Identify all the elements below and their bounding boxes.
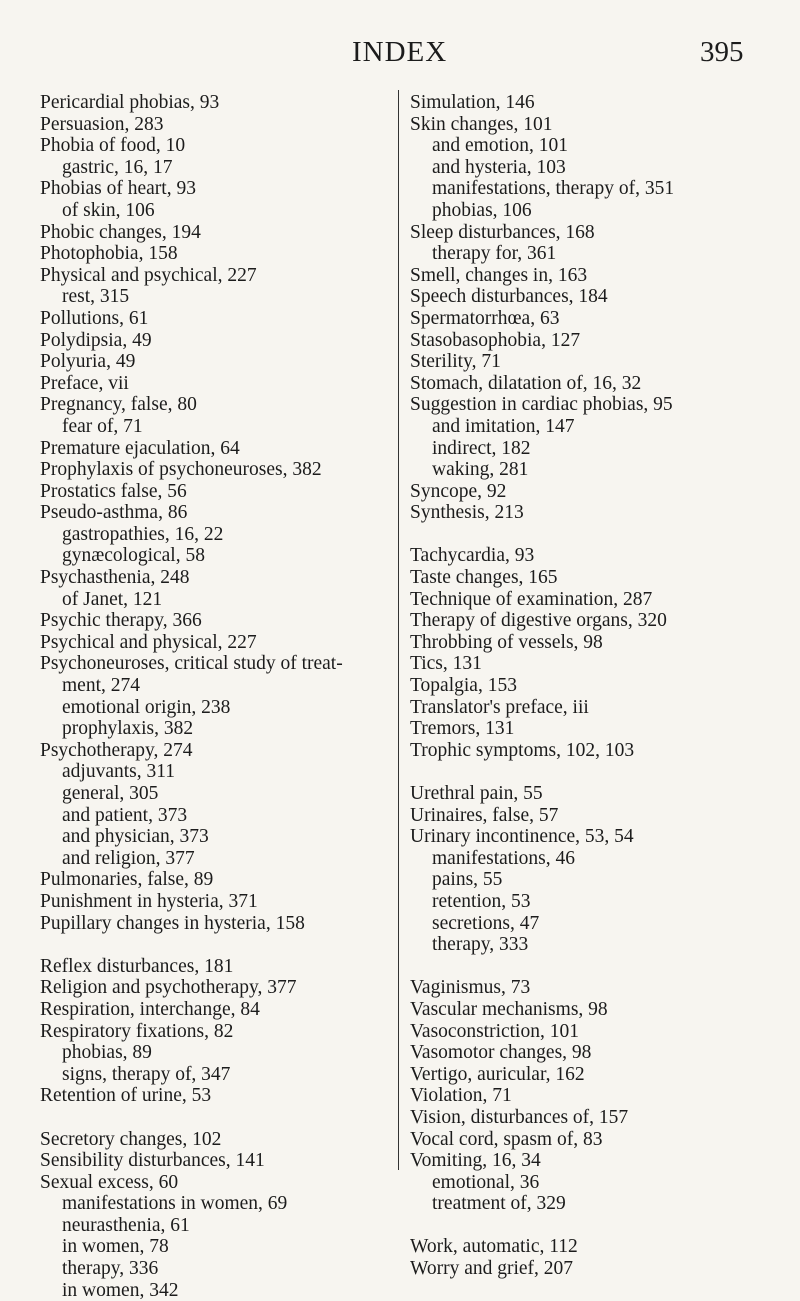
letter-group-gap <box>410 1215 770 1237</box>
index-entry: Stomach, dilatation of, 16, 32 <box>410 372 642 394</box>
index-entry: Psychical and physical, 227 <box>40 631 257 653</box>
index-entry: Skin changes, 101 <box>410 113 553 135</box>
index-entry: Spermatorrhœa, 63 <box>410 307 560 329</box>
index-entry: Pulmonaries, false, 89 <box>40 869 214 891</box>
index-subentry: and imitation, 147 <box>432 415 575 437</box>
index-entry: Vasomotor changes, 98 <box>410 1042 592 1064</box>
index-subentry: prophylaxis, 382 <box>62 718 194 740</box>
index-entry: Suggestion in cardiac phobias, 95 <box>410 394 673 416</box>
index-subentry: waking, 281 <box>432 459 529 481</box>
index-entry: Pollutions, 61 <box>40 307 149 329</box>
index-subentry: treatment of, 329 <box>432 1193 566 1215</box>
index-entry: Punishment in hysteria, 371 <box>40 890 258 912</box>
index-subentry: manifestations in women, 69 <box>62 1193 288 1215</box>
index-entry: Retention of urine, 53 <box>40 1085 212 1107</box>
index-subentry: adjuvants, 311 <box>62 761 176 783</box>
index-entry: Psychic therapy, 366 <box>40 610 202 632</box>
index-subentry: indirect, 182 <box>432 437 531 459</box>
index-entry: Trophic symptoms, 102, 103 <box>410 739 635 761</box>
index-subentry: therapy, 336 <box>62 1258 159 1280</box>
index-entry: Speech disturbances, 184 <box>410 286 608 308</box>
index-subentry: gynæcological, 58 <box>62 545 205 567</box>
index-entry: Respiration, interchange, 84 <box>40 998 260 1020</box>
index-subentry: therapy, 333 <box>432 934 529 956</box>
index-entry: Phobia of food, 10 <box>40 135 186 157</box>
index-subentry: general, 305 <box>62 783 159 804</box>
index-entry: Prophylaxis of psychoneuroses, 382 <box>40 459 322 481</box>
index-entry: Topalgia, 153 <box>410 675 517 697</box>
index-entry: Pupillary changes in hysteria, 158 <box>40 912 305 934</box>
index-entry: Technique of examination, 287 <box>410 588 653 610</box>
index-entry: Sensibility disturbances, 141 <box>40 1150 265 1172</box>
index-subentry: therapy for, 361 <box>432 243 557 265</box>
right-index-column <box>410 92 770 1280</box>
index-subentry: gastric, 16, 17 <box>62 156 173 178</box>
index-entry: Tachycardia, 93 <box>410 545 535 567</box>
letter-group-gap <box>410 524 770 546</box>
index-entry: Pseudo-asthma, 86 <box>40 502 188 524</box>
index-subentry: signs, therapy of, 347 <box>62 1063 231 1085</box>
index-entry: Photophobia, 158 <box>40 243 178 265</box>
index-entry: Urethral pain, 55 <box>410 783 543 804</box>
index-entry: Secretory changes, 102 <box>40 1128 222 1150</box>
index-entry: Synthesis, 213 <box>410 502 524 524</box>
index-entry: Pregnancy, false, 80 <box>40 394 197 416</box>
index-entry: Vomiting, 16, 34 <box>410 1150 541 1172</box>
index-entry: Vision, disturbances of, 157 <box>410 1106 629 1128</box>
index-entry: Tremors, 131 <box>410 718 515 740</box>
page-number: 395 <box>700 36 744 68</box>
index-subentry: manifestations, 46 <box>432 847 575 869</box>
index-entry: Sterility, 71 <box>410 351 501 373</box>
index-entry: Pericardial phobias, 93 <box>40 92 220 113</box>
index-subentry: secretions, 47 <box>432 912 540 934</box>
index-entry: Vocal cord, spasm of, 83 <box>410 1128 603 1150</box>
letter-group-gap <box>410 761 770 783</box>
index-entry: Physical and psychical, 227 <box>40 264 257 286</box>
index-entry: Urinaires, false, 57 <box>410 804 559 826</box>
index-subentry: gastropathies, 16, 22 <box>62 523 224 545</box>
index-entry: Prostatics false, 56 <box>40 480 187 502</box>
index-subentry: retention, 53 <box>432 890 531 912</box>
index-subentry: phobias, 89 <box>62 1042 152 1064</box>
index-entry: Simulation, 146 <box>410 92 535 113</box>
index-entry: Tics, 131 <box>410 653 482 675</box>
index-subentry: neurasthenia, 61 <box>62 1214 190 1236</box>
letter-group-gap <box>410 956 770 978</box>
index-entry: Phobic changes, 194 <box>40 221 201 243</box>
index-subentry: of Janet, 121 <box>62 588 163 610</box>
index-entry: Vascular mechanisms, 98 <box>410 998 608 1020</box>
index-entry: Sleep disturbances, 168 <box>410 221 595 243</box>
index-entry: Psychotherapy, 274 <box>40 739 193 761</box>
index-entry: Translator's preface, iii <box>410 696 589 718</box>
index-entry: Polyuria, 49 <box>40 351 136 373</box>
index-entry: Stasobasophobia, 127 <box>410 329 581 351</box>
index-subentry: rest, 315 <box>62 286 130 308</box>
index-subentry: of skin, 106 <box>62 199 155 221</box>
page-header <box>0 36 800 76</box>
letter-group-gap <box>40 1107 400 1129</box>
index-entry: Violation, 71 <box>410 1085 512 1107</box>
index-entry: Work, automatic, 112 <box>410 1236 578 1258</box>
left-index-column <box>40 92 400 1301</box>
index-entry: Vertigo, auricular, 162 <box>410 1063 585 1085</box>
index-entry: Smell, changes in, 163 <box>410 264 588 286</box>
index-entry: Polydipsia, 49 <box>40 329 152 351</box>
index-subentry: ment, 274 <box>62 675 140 697</box>
index-entry: Urinary incontinence, 53, 54 <box>410 826 634 848</box>
index-entry: Preface, vii <box>40 372 129 394</box>
index-entry: Sexual excess, 60 <box>40 1171 179 1193</box>
letter-group-gap <box>40 934 400 956</box>
index-entry: Taste changes, 165 <box>410 567 558 589</box>
index-entry: Psychoneuroses, critical study of treat- <box>40 653 343 675</box>
page-title: INDEX <box>352 36 448 68</box>
index-entry: Religion and psychotherapy, 377 <box>40 977 297 999</box>
index-subentry: and hysteria, 103 <box>432 156 566 178</box>
index-entry: Reflex disturbances, 181 <box>40 955 234 977</box>
index-entry: Syncope, 92 <box>410 480 507 502</box>
index-entry: Vasoconstriction, 101 <box>410 1020 579 1042</box>
index-subentry: emotional, 36 <box>432 1171 540 1193</box>
index-entry: Worry and grief, 207 <box>410 1258 574 1280</box>
index-subentry: emotional origin, 238 <box>62 696 231 718</box>
index-subentry: and emotion, 101 <box>432 135 568 157</box>
index-entry: Phobias of heart, 93 <box>40 178 196 200</box>
index-subentry: and physician, 373 <box>62 826 209 848</box>
index-entry: Vaginismus, 73 <box>410 977 531 999</box>
index-entry: Throbbing of vessels, 98 <box>410 631 603 653</box>
index-entry: Persuasion, 283 <box>40 113 164 135</box>
index-entry: Premature ejaculation, 64 <box>40 437 240 459</box>
index-subentry: pains, 55 <box>432 869 503 891</box>
index-subentry: and patient, 373 <box>62 804 188 826</box>
index-subentry: in women, 342 <box>62 1279 179 1301</box>
index-subentry: manifestations, therapy of, 351 <box>432 178 675 200</box>
index-entry: Psychasthenia, 248 <box>40 567 190 589</box>
index-entry: Respiratory fixations, 82 <box>40 1020 234 1042</box>
index-subentry: and religion, 377 <box>62 847 195 869</box>
index-subentry: in women, 78 <box>62 1236 169 1258</box>
index-subentry: phobias, 106 <box>432 199 532 221</box>
index-entry: Therapy of digestive organs, 320 <box>410 610 667 632</box>
index-subentry: fear of, 71 <box>62 415 143 437</box>
